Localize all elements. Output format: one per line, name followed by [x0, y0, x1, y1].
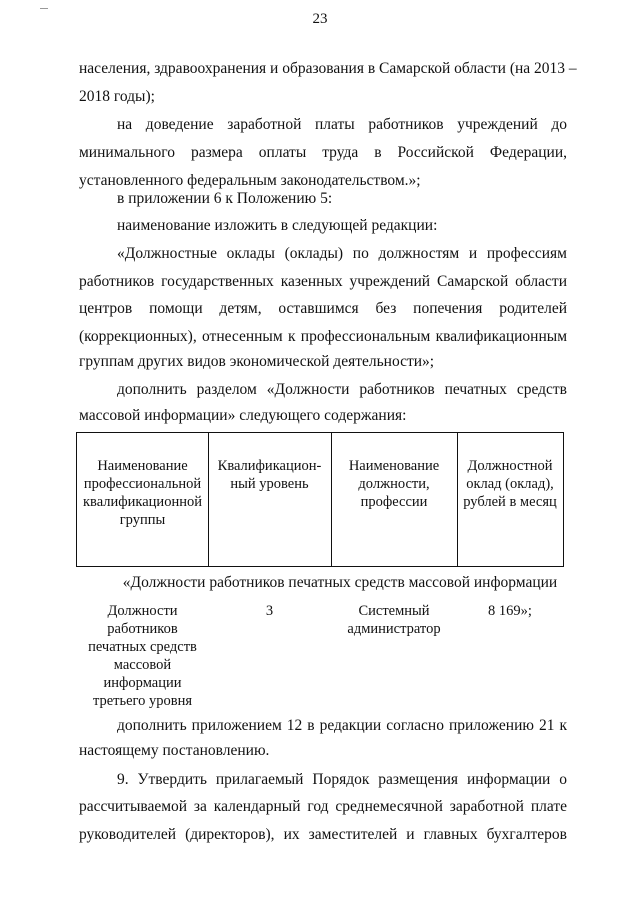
header-line: ный уровень — [230, 476, 309, 492]
header-line: профессии — [360, 494, 428, 510]
text-line: рассчитываемой за календарный год среднемесячной заработной плате — [79, 798, 567, 815]
header-line: рублей в месяц — [463, 494, 557, 510]
table-section-title: «Должности работников печатных средств массовой информации — [122, 574, 558, 591]
cell-salary — [457, 602, 563, 620]
text-line: работников государственных казенных учреждений Самарской области — [79, 273, 567, 290]
cell-line: администратор — [347, 621, 441, 637]
text-line: 2018 годы); — [79, 88, 155, 105]
text-line: «Должностные оклады (оклады) по должностям и профессиям — [117, 245, 567, 262]
cell-line: 8 169»; — [488, 603, 532, 619]
text-line: дополнить приложением 12 в редакции согласно приложению 21 к — [117, 717, 567, 734]
text-line: наименование изложить в следующей редакции: — [117, 217, 438, 234]
header-line: Наименование — [97, 458, 188, 474]
cell-level — [208, 602, 331, 620]
text-line: группам других видов экономической деятельности»; — [79, 353, 435, 370]
header-line: Наименование — [348, 458, 440, 474]
text-line: на доведение заработной платы работников учреждений до — [117, 116, 567, 133]
header-line: профессиональной — [83, 476, 202, 492]
text-line: дополнить разделом «Должности работников печатных средств — [117, 381, 567, 398]
header-professional-group — [77, 457, 208, 529]
cell-line: Должности — [107, 603, 178, 619]
text-line: настоящему постановлению. — [79, 742, 270, 759]
cell-line: Системный — [358, 603, 430, 619]
cell-group-name — [77, 602, 208, 710]
header-qualification-level — [208, 457, 331, 493]
text-line: массовой информации» следующего содержания: — [79, 407, 407, 424]
text-line: (коррекционных), отнесенным к профессиональным квалификационным — [79, 328, 567, 345]
text-line: населения, здравоохранения и образования в Самарской области (на 2013 – — [79, 60, 577, 77]
text-line: 9. Утвердить прилагаемый Порядок размещения информации о — [117, 771, 567, 788]
cell-line: массовой — [113, 657, 172, 673]
header-line: Квалификацион- — [217, 458, 322, 474]
header-line: квалификационной — [83, 494, 202, 510]
header-position-name — [331, 457, 457, 511]
header-salary — [457, 457, 563, 511]
text-line: установленного федеральным законодательством.»; — [79, 172, 421, 189]
column-divider — [208, 433, 209, 566]
text-line: руководителей (директоров), их заместителей и главных бухгалтеров — [79, 826, 567, 843]
header-line: группы — [119, 512, 166, 528]
cell-position — [331, 602, 457, 638]
text-line: минимального размера оплаты труда в Российской Федерации, — [79, 144, 567, 161]
text-line: в приложении 6 к Положению 5: — [117, 190, 333, 207]
cell-line: работников — [107, 621, 178, 637]
cell-line: печатных средств — [88, 639, 197, 655]
header-line: Должностной — [467, 458, 553, 474]
cell-line: информации — [103, 675, 182, 691]
header-line: должности, — [358, 476, 430, 492]
cell-line: 3 — [265, 603, 274, 619]
text-line: центров помощи детям, оставшимся без попечения родителей — [79, 300, 567, 317]
cell-line: третьего уровня — [92, 693, 193, 709]
header-line: оклад (оклад), — [466, 476, 554, 492]
scan-mark — [40, 8, 48, 9]
page-number: 23 — [312, 11, 328, 27]
